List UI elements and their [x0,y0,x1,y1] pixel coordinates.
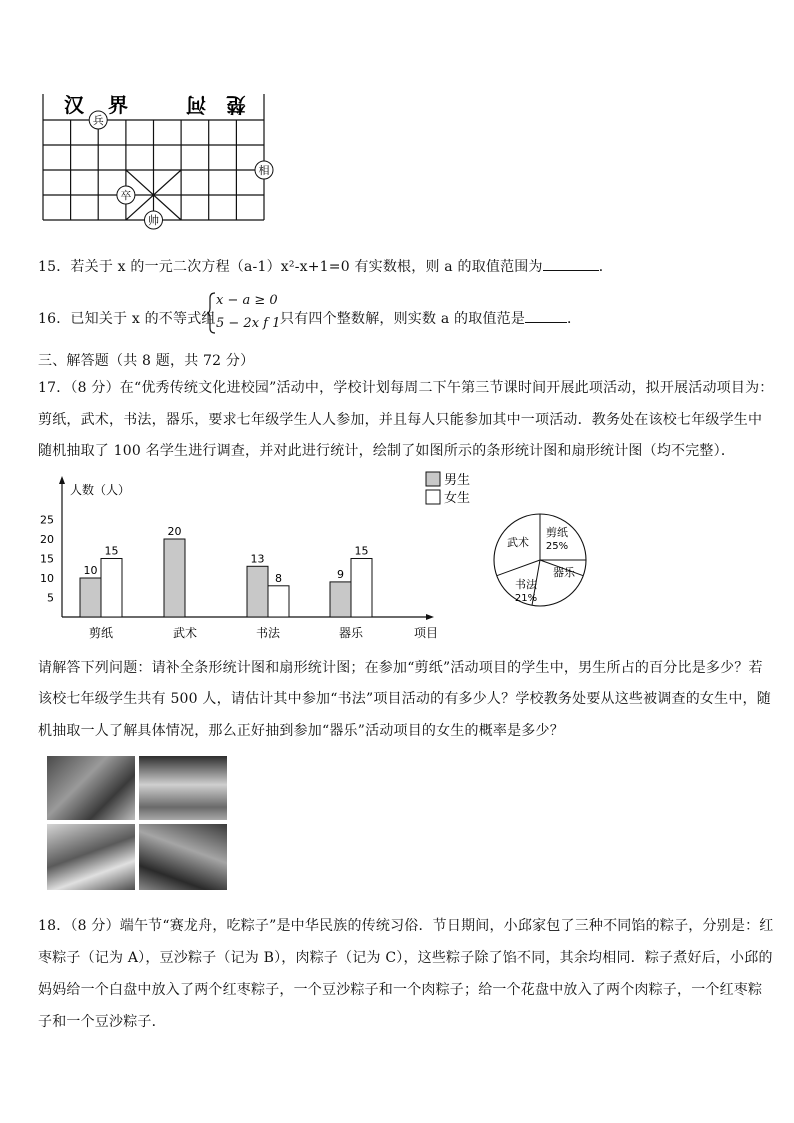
svg-text:兵: 兵 [92,114,104,127]
y-tick-label: 5 [47,591,54,605]
q17-line-2: 剪纸，武术，书法，器乐，要求七年级学生人人参加，并且每人只能参加其中一项活动．教务处在该校七年级学生中 [38,412,763,428]
q16-suffix-text: 只有四个整数解，则实数 a 的取值范是 [280,311,526,327]
piece-bing [89,111,107,129]
section-3-heading: 三、解答题（共 8 题，共 72 分） [38,353,255,369]
inequality-1: x − a ≥ 0 [216,293,278,308]
q17-line-3: 随机抽取了 100 名学生进行调查，并对此进行统计，绘制了如图所示的条形统计图和扇形统计图（均不完整）． [38,443,736,459]
bar-value-label: 15 [354,544,369,558]
legend-swatch [426,490,440,504]
bar-boys [247,566,268,617]
bar-value-label: 13 [250,552,265,566]
pie-slice-label: 武术 [507,536,529,549]
bar-value-label: 10 [83,564,98,577]
y-tick-label: 10 [40,572,54,585]
q18-line-3: 妈妈给一个白盘中放入了两个红枣粽子，一个豆沙粽子和一个肉粽子；给一个花盘中放入了两个肉粽子，一个红枣粽 [38,982,763,998]
y-tick-label: 15 [40,552,54,566]
y-axis-arrow [59,476,65,484]
chess-board-figure [36,90,276,230]
piece-xiang [255,161,273,179]
bar-girls [351,559,372,618]
category-label: 武术 [172,626,198,640]
pie-slice-label: 书法 [515,578,537,591]
legend-label: 女生 [444,491,471,506]
pie-slice-percent: 21% [514,593,538,604]
piece-zu [117,186,135,204]
x-axis-label: 项目 [414,626,439,640]
x-axis-arrow [426,614,434,620]
river-text-he: 河 [186,93,206,117]
piece-shuai [145,211,163,229]
y-tick-label: 20 [40,533,54,546]
q16-tail: ． [567,311,582,327]
river-text-chu: 楚 [226,93,246,117]
svg-text:相: 相 [258,164,270,177]
q15-tail: ． [598,259,613,275]
bar-boys [330,582,351,617]
pie-slice-percent: 25% [545,541,569,552]
bar-boys [164,539,185,617]
photo-calligraphy [47,824,135,890]
inequality-2: 5 − 2x f 1 [216,316,281,331]
bar-girls [268,586,289,617]
pie-slice-label: 剪纸 [546,526,568,539]
river-text-jie: 界 [108,93,128,117]
question-15 [38,256,613,276]
inequality-brace [206,292,216,334]
pie-slice-label: 器乐 [553,566,575,579]
q18-line-2: 枣粽子（记为 A），豆沙粽子（记为 B），肉粽子（记为 C），这些粽子除了馅不同，其余均相同．粽子煮好后，小邱的 [38,950,773,966]
activity-photo-collage [47,756,227,890]
svg-text:卒: 卒 [120,189,132,202]
q15-answer-blank[interactable] [543,257,599,271]
question-16-prefix: 16．已知关于 x 的不等式组 [38,311,216,327]
photo-instrumental [139,824,227,890]
q17-ask-1: 请解答下列问题：请补全条形统计图和扇形统计图；在参加“剪纸”活动项目的学生中，男生所占的百分比是多少？若 [38,660,763,676]
photo-martial-arts [139,756,227,820]
category-label: 剪纸 [88,626,114,640]
bar-value-label: 9 [337,567,344,581]
q17-ask-3: 机抽取一人了解具体情况，那么正好抽到参加“器乐”活动项目的女生的概率是多少？ [38,723,564,739]
q18-line-4: 子和一个豆沙粽子． [38,1014,166,1030]
bar-value-label: 20 [167,525,182,538]
legend-swatch [426,472,440,486]
svg-text:帅: 帅 [148,214,159,227]
bar-value-label: 15 [104,544,119,558]
question-16-suffix [280,308,581,328]
photo-paper-cutting [47,756,135,820]
legend-label: 男生 [444,473,471,488]
q18-line-1: 18．（8 分）端午节“赛龙舟，吃粽子”是中华民族的传统习俗．节日期间，小邱家包了三种不同馅的粽子，分别是：红 [38,918,774,934]
q17-ask-2: 该校七年级学生共有 500 人，请估计其中参加“书法”项目活动的有多少人？学校教务处要从这些被调查的女生中，随 [38,691,771,707]
bar-chart [30,468,480,648]
bar-boys [80,578,101,617]
bar-value-label: 8 [275,571,282,585]
river-text-han: 汉 [64,93,84,117]
q16-answer-blank[interactable] [525,309,567,323]
bar-girls [101,559,122,618]
q15-text: 15．若关于 x 的一元二次方程（a-1）x²-x+1=0 有实数根，则 a 的取值范围为 [38,259,543,275]
y-axis-label: 人数（人） [70,483,131,497]
pie-chart [488,510,592,610]
category-label: 书法 [255,626,281,640]
q17-line-1: 17．（8 分）在“优秀传统文化进校园”活动中，学校计划每周二下午第三节课时间开展此项活动，拟开展活动项目为： [38,380,774,396]
y-tick-label: 25 [40,513,54,527]
category-label: 器乐 [338,626,364,640]
